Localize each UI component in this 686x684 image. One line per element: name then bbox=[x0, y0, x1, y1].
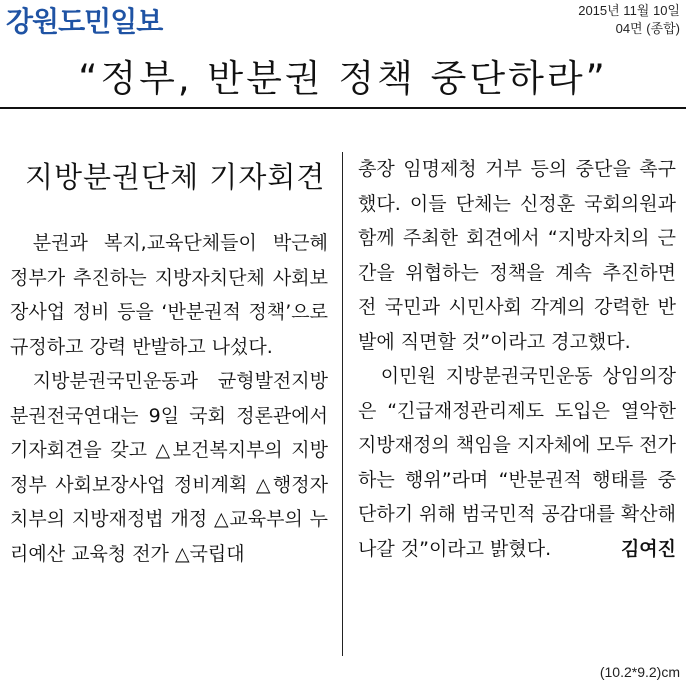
article-column-left bbox=[10, 226, 328, 571]
paragraph: 지방분권국민운동과 균형발전지방분권전국연대는 9일 국회 정론관에서 기자회견을 갖고 △보건복지부의 지방정부 사회보장사업 정비계획 △행정자치부의 지방재정법 개정 △교육부의 누리예산 교육청 전가 △국립대 bbox=[10, 370, 328, 565]
publication-info bbox=[578, 2, 680, 38]
publication-date: 2015년 11월 10일 bbox=[578, 3, 680, 18]
column-divider bbox=[342, 152, 343, 656]
paragraph: 이민원 지방분권국민운동 상임의장은 “긴급재정관리제도 도입은 열악한 지방재정의 책임을 지자체에 모두 전가하는 행위”라며 “반분권적 행태를 중단하기 위해 범국민적 공감대를 확산해 나갈 것”이라고 밝혔다. bbox=[358, 365, 676, 560]
newspaper-logo: 강원도민일보 bbox=[6, 5, 163, 38]
article-headline: “정부, 반분권 정책 중단하라” bbox=[78, 57, 608, 100]
article-subheadline: 지방분권단체 기자회견 bbox=[25, 160, 326, 194]
article-size-note: (10.2*9.2)cm bbox=[599, 664, 680, 680]
page-section: 04면 (종합) bbox=[615, 21, 680, 36]
paragraph: 분권과 복지,교육단체들이 박근혜 정부가 추진하는 지방자치단체 사회보장사업 정비 등을 ‘반분권적 정책’으로 규정하고 강력 반발하고 나섰다. bbox=[10, 232, 328, 358]
byline: 김여진 bbox=[620, 537, 676, 560]
paragraph-with-byline bbox=[358, 359, 676, 566]
article-column-right bbox=[358, 152, 676, 566]
headline-divider bbox=[0, 107, 686, 109]
paragraph: 총장 임명제청 거부 등의 중단을 촉구했다. 이들 단체는 신정훈 국회의원과 함께 주최한 회견에서 “지방자치의 근간을 위협하는 정책을 계속 추진하면 전 국민과 시민사회 각계의 강력한 반발에 직면할 것”이라고 경고했다. bbox=[358, 158, 676, 353]
